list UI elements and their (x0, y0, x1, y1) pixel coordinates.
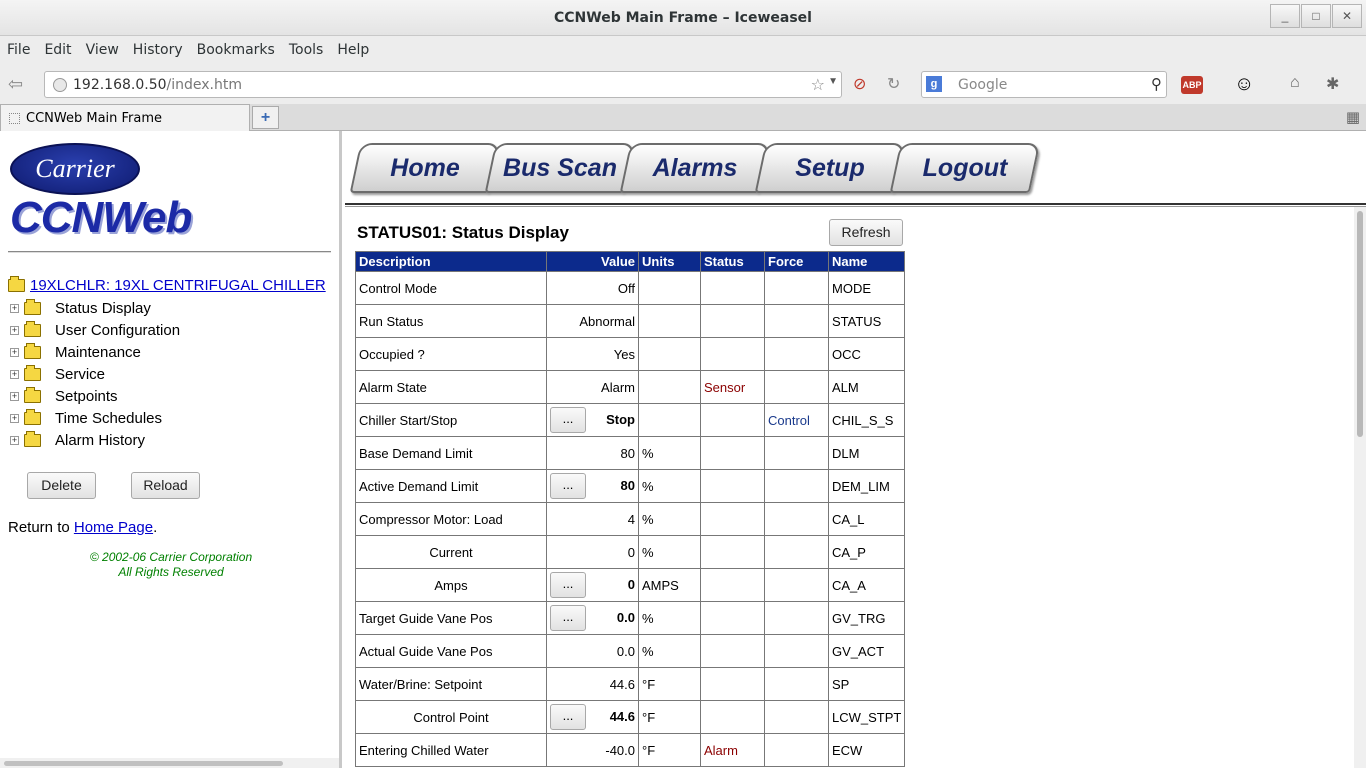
main-nav-tabs (355, 143, 1030, 193)
minimize-icon[interactable]: _ (1270, 4, 1300, 28)
value-text: 0.0 (616, 610, 635, 625)
ccnweb-logo: CCNWeb (10, 193, 192, 242)
value-cell: 80 (547, 437, 639, 470)
home-icon[interactable]: ⌂ (1290, 74, 1300, 91)
description-cell: Control Point (356, 701, 547, 734)
units-cell: % (639, 470, 701, 503)
tab-alarms[interactable] (620, 143, 771, 193)
status-cell (701, 305, 765, 338)
value-cell: Off (547, 272, 639, 305)
new-tab-button[interactable]: + (252, 106, 279, 129)
folder-icon (24, 302, 41, 315)
table-row (356, 569, 905, 602)
expand-icon[interactable]: + (11, 390, 18, 401)
name-cell: STATUS (829, 305, 905, 338)
bookmark-star-icon[interactable]: ☆ (810, 77, 825, 94)
tree-item-status-display[interactable] (10, 298, 151, 318)
value-cell (547, 701, 639, 734)
tab-label: CCNWeb Main Frame (26, 111, 163, 126)
menu-file[interactable]: File (7, 42, 31, 58)
tab-ccnweb[interactable] (0, 104, 250, 131)
return-prefix: Return to (8, 519, 74, 536)
force-cell (765, 701, 829, 734)
value-cell: Abnormal (547, 305, 639, 338)
scroll-thumb[interactable] (4, 761, 283, 766)
units-cell: °F (639, 668, 701, 701)
tree-item-label[interactable]: Time Schedules (55, 409, 162, 427)
tree-item-time-schedules[interactable] (10, 408, 162, 428)
tab-setup[interactable] (755, 143, 906, 193)
tree-item-service[interactable] (10, 364, 105, 384)
table-row (356, 668, 905, 701)
description-cell: Control Mode (356, 272, 547, 305)
google-engine-icon[interactable]: g (926, 76, 942, 92)
tree-item-label[interactable]: Setpoints (55, 387, 118, 405)
table-row (356, 338, 905, 371)
back-arrow-icon[interactable]: ⇦ (8, 74, 24, 94)
tab-logout[interactable] (890, 143, 1041, 193)
status-cell (701, 602, 765, 635)
edit-button[interactable]: ... (550, 605, 586, 631)
globe-icon (53, 78, 67, 92)
description-cell: Water/Brine: Setpoint (356, 668, 547, 701)
divider (8, 251, 331, 253)
description-cell: Alarm State (356, 371, 547, 404)
name-cell: DLM (829, 437, 905, 470)
force-cell (765, 734, 829, 767)
table-row (356, 470, 905, 503)
units-cell: % (639, 503, 701, 536)
folder-icon (24, 368, 41, 381)
name-cell: CA_A (829, 569, 905, 602)
status-cell (701, 338, 765, 371)
expand-icon[interactable]: + (11, 368, 18, 379)
name-cell: LCW_STPT (829, 701, 905, 734)
menu-bookmarks[interactable]: Bookmarks (196, 42, 275, 58)
greasemonkey-icon[interactable]: ☺ (1234, 73, 1255, 95)
table-row (356, 404, 905, 437)
tab-bar (0, 104, 1366, 131)
tree-root-link[interactable]: 19XLCHLR: 19XL CENTRIFUGAL CHILLER (30, 277, 326, 294)
tree-item-label[interactable]: User Configuration (55, 321, 181, 339)
tab-alarms-label: Alarms (652, 154, 738, 182)
name-cell: ECW (829, 734, 905, 767)
tab-bus-scan-label: Bus Scan (503, 154, 617, 182)
value-cell: -40.0 (547, 734, 639, 767)
folder-open-icon (8, 279, 25, 292)
value-cell: 4 (547, 503, 639, 536)
force-cell (765, 503, 829, 536)
value-cell (547, 470, 639, 503)
status-cell (701, 503, 765, 536)
folder-icon (24, 434, 41, 447)
refresh-button[interactable]: Refresh (829, 219, 903, 246)
right-frame (345, 131, 1366, 768)
table-row (356, 272, 905, 305)
url-dropdown-icon[interactable]: ▼ (828, 76, 838, 87)
value-text: 80 (620, 478, 635, 493)
col-description: Description (356, 252, 547, 272)
tab-page-icon (9, 113, 20, 124)
page-title: STATUS01: Status Display (357, 223, 569, 242)
folder-icon (24, 324, 41, 337)
description-cell: Amps (356, 569, 547, 602)
force-cell: Control (765, 404, 829, 437)
name-cell: CA_L (829, 503, 905, 536)
col-name: Name (829, 252, 905, 272)
folder-icon (24, 412, 41, 425)
delete-button[interactable]: Delete (27, 472, 96, 499)
tree-item-user-configuration[interactable] (10, 320, 180, 340)
status-cell (701, 437, 765, 470)
table-row (356, 602, 905, 635)
carrier-logo-text: Carrier (35, 154, 115, 183)
value-cell: Alarm (547, 371, 639, 404)
tree-item-label[interactable]: Service (55, 365, 106, 383)
expand-icon[interactable]: + (11, 302, 18, 313)
col-status: Status (701, 252, 765, 272)
tree-item-label[interactable]: Maintenance (55, 343, 141, 361)
search-bar[interactable] (921, 71, 1167, 98)
search-placeholder: Google (958, 77, 1008, 93)
edit-button[interactable]: ... (550, 704, 586, 730)
reload-button[interactable]: Reload (131, 472, 200, 499)
units-cell: % (639, 602, 701, 635)
description-cell: Current (356, 536, 547, 569)
name-cell: ALM (829, 371, 905, 404)
name-cell: GV_ACT (829, 635, 905, 668)
edit-button[interactable]: ... (550, 473, 586, 499)
window-titlebar (0, 0, 1366, 36)
table-row (356, 437, 905, 470)
name-cell: GV_TRG (829, 602, 905, 635)
table-row (356, 734, 905, 767)
tree-item-maintenance[interactable] (10, 342, 141, 362)
menu-tools[interactable]: Tools (288, 42, 324, 58)
status-cell (701, 404, 765, 437)
vertical-scrollbar[interactable] (1354, 207, 1366, 768)
url-bar[interactable] (44, 71, 842, 98)
tree-root (8, 277, 326, 294)
menu-help[interactable]: Help (337, 42, 370, 58)
name-cell: OCC (829, 338, 905, 371)
table-row (356, 371, 905, 404)
force-cell (765, 437, 829, 470)
folder-icon (24, 346, 41, 359)
status-cell (701, 701, 765, 734)
name-cell: SP (829, 668, 905, 701)
units-cell (639, 272, 701, 305)
value-text: Stop (606, 412, 635, 427)
adblock-icon[interactable]: ABP (1181, 76, 1203, 94)
status-cell (701, 668, 765, 701)
menu-view[interactable]: View (85, 42, 119, 58)
stop-icon[interactable]: ⊘ (853, 76, 867, 93)
value-text: 0 (627, 577, 635, 592)
units-cell: AMPS (639, 569, 701, 602)
tab-home[interactable] (350, 143, 501, 193)
name-cell: CHIL_S_S (829, 404, 905, 437)
expand-icon[interactable]: + (11, 324, 18, 335)
force-cell (765, 635, 829, 668)
status-cell: Alarm (701, 734, 765, 767)
force-cell (765, 371, 829, 404)
units-cell: % (639, 437, 701, 470)
force-cell (765, 569, 829, 602)
maximize-icon[interactable]: □ (1301, 4, 1331, 28)
frame-divider (345, 203, 1366, 207)
menu-history[interactable]: History (132, 42, 183, 58)
return-suffix: . (153, 519, 158, 536)
reload-icon[interactable]: ↻ (887, 76, 901, 93)
description-cell: Occupied ? (356, 338, 547, 371)
tree-item-label[interactable]: Alarm History (55, 431, 146, 449)
tree-item-setpoints[interactable] (10, 386, 118, 406)
description-cell: Entering Chilled Water (356, 734, 547, 767)
copyright-line1: © 2002-06 Carrier Corporation (89, 550, 253, 564)
status-cell (701, 536, 765, 569)
value-cell (547, 602, 639, 635)
value-cell: 0.0 (547, 635, 639, 668)
tab-groups-icon[interactable]: ▦ (1345, 109, 1360, 126)
units-cell: °F (639, 734, 701, 767)
force-cell (765, 305, 829, 338)
close-icon[interactable]: ✕ (1332, 4, 1362, 28)
url-host: 192.168.0.50 (73, 77, 167, 93)
units-cell: % (639, 635, 701, 668)
units-cell (639, 371, 701, 404)
table-row (356, 503, 905, 536)
units-cell (639, 404, 701, 437)
extension-icon[interactable]: ✱ (1326, 76, 1340, 93)
status-cell (701, 635, 765, 668)
force-cell (765, 536, 829, 569)
description-cell: Active Demand Limit (356, 470, 547, 503)
window-title: CCNWeb Main Frame – Iceweasel (554, 10, 812, 26)
description-cell: Chiller Start/Stop (356, 404, 547, 437)
force-cell (765, 668, 829, 701)
tree-item-alarm-history[interactable] (10, 430, 145, 450)
value-cell: Yes (547, 338, 639, 371)
name-cell: MODE (829, 272, 905, 305)
status-cell: Sensor (701, 371, 765, 404)
left-frame (0, 131, 342, 768)
tab-bus-scan[interactable] (485, 143, 636, 193)
expand-icon[interactable]: + (11, 412, 18, 423)
description-cell: Compressor Motor: Load (356, 503, 547, 536)
tab-logout-label: Logout (922, 154, 1008, 182)
return-home (8, 519, 157, 536)
tree-item-label[interactable]: Status Display (55, 299, 151, 317)
description-cell: Target Guide Vane Pos (356, 602, 547, 635)
description-cell: Base Demand Limit (356, 437, 547, 470)
copyright-line2: All Rights Reserved (118, 565, 224, 579)
force-cell (765, 338, 829, 371)
carrier-logo (10, 143, 140, 195)
units-cell: % (639, 536, 701, 569)
value-text: 44.6 (609, 709, 635, 724)
expand-icon[interactable]: + (11, 434, 18, 445)
menu-bar (0, 36, 1366, 64)
table-row (356, 701, 905, 734)
value-cell (547, 404, 639, 437)
units-cell (639, 305, 701, 338)
value-cell: 0 (547, 536, 639, 569)
status-cell (701, 569, 765, 602)
table-header (356, 252, 905, 272)
home-page-link[interactable]: Home Page (73, 519, 154, 536)
value-cell: 44.6 (547, 668, 639, 701)
status-table (355, 251, 905, 767)
tab-setup-label: Setup (795, 154, 865, 182)
units-cell (639, 338, 701, 371)
units-cell: °F (639, 701, 701, 734)
scroll-thumb[interactable] (1357, 211, 1363, 437)
force-cell (765, 272, 829, 305)
edit-button[interactable]: ... (550, 572, 586, 598)
table-row (356, 635, 905, 668)
value-cell (547, 569, 639, 602)
col-force: Force (765, 252, 829, 272)
horizontal-scrollbar[interactable] (0, 758, 339, 768)
force-cell (765, 470, 829, 503)
expand-icon[interactable]: + (11, 346, 18, 357)
name-cell: CA_P (829, 536, 905, 569)
col-value: Value (547, 252, 639, 272)
col-units: Units (639, 252, 701, 272)
table-row (356, 305, 905, 338)
edit-button[interactable]: ... (550, 407, 586, 433)
url-text (73, 77, 242, 93)
url-path: /index.htm (166, 77, 242, 93)
tab-home-label: Home (390, 154, 460, 182)
force-cell (765, 602, 829, 635)
menu-edit[interactable]: Edit (44, 42, 72, 58)
status-cell (701, 470, 765, 503)
folder-icon (24, 390, 41, 403)
table-row (356, 536, 905, 569)
status-cell (701, 272, 765, 305)
description-cell: Actual Guide Vane Pos (356, 635, 547, 668)
search-icon[interactable]: ⚲ (1151, 76, 1162, 93)
name-cell: DEM_LIM (829, 470, 905, 503)
description-cell: Run Status (356, 305, 547, 338)
